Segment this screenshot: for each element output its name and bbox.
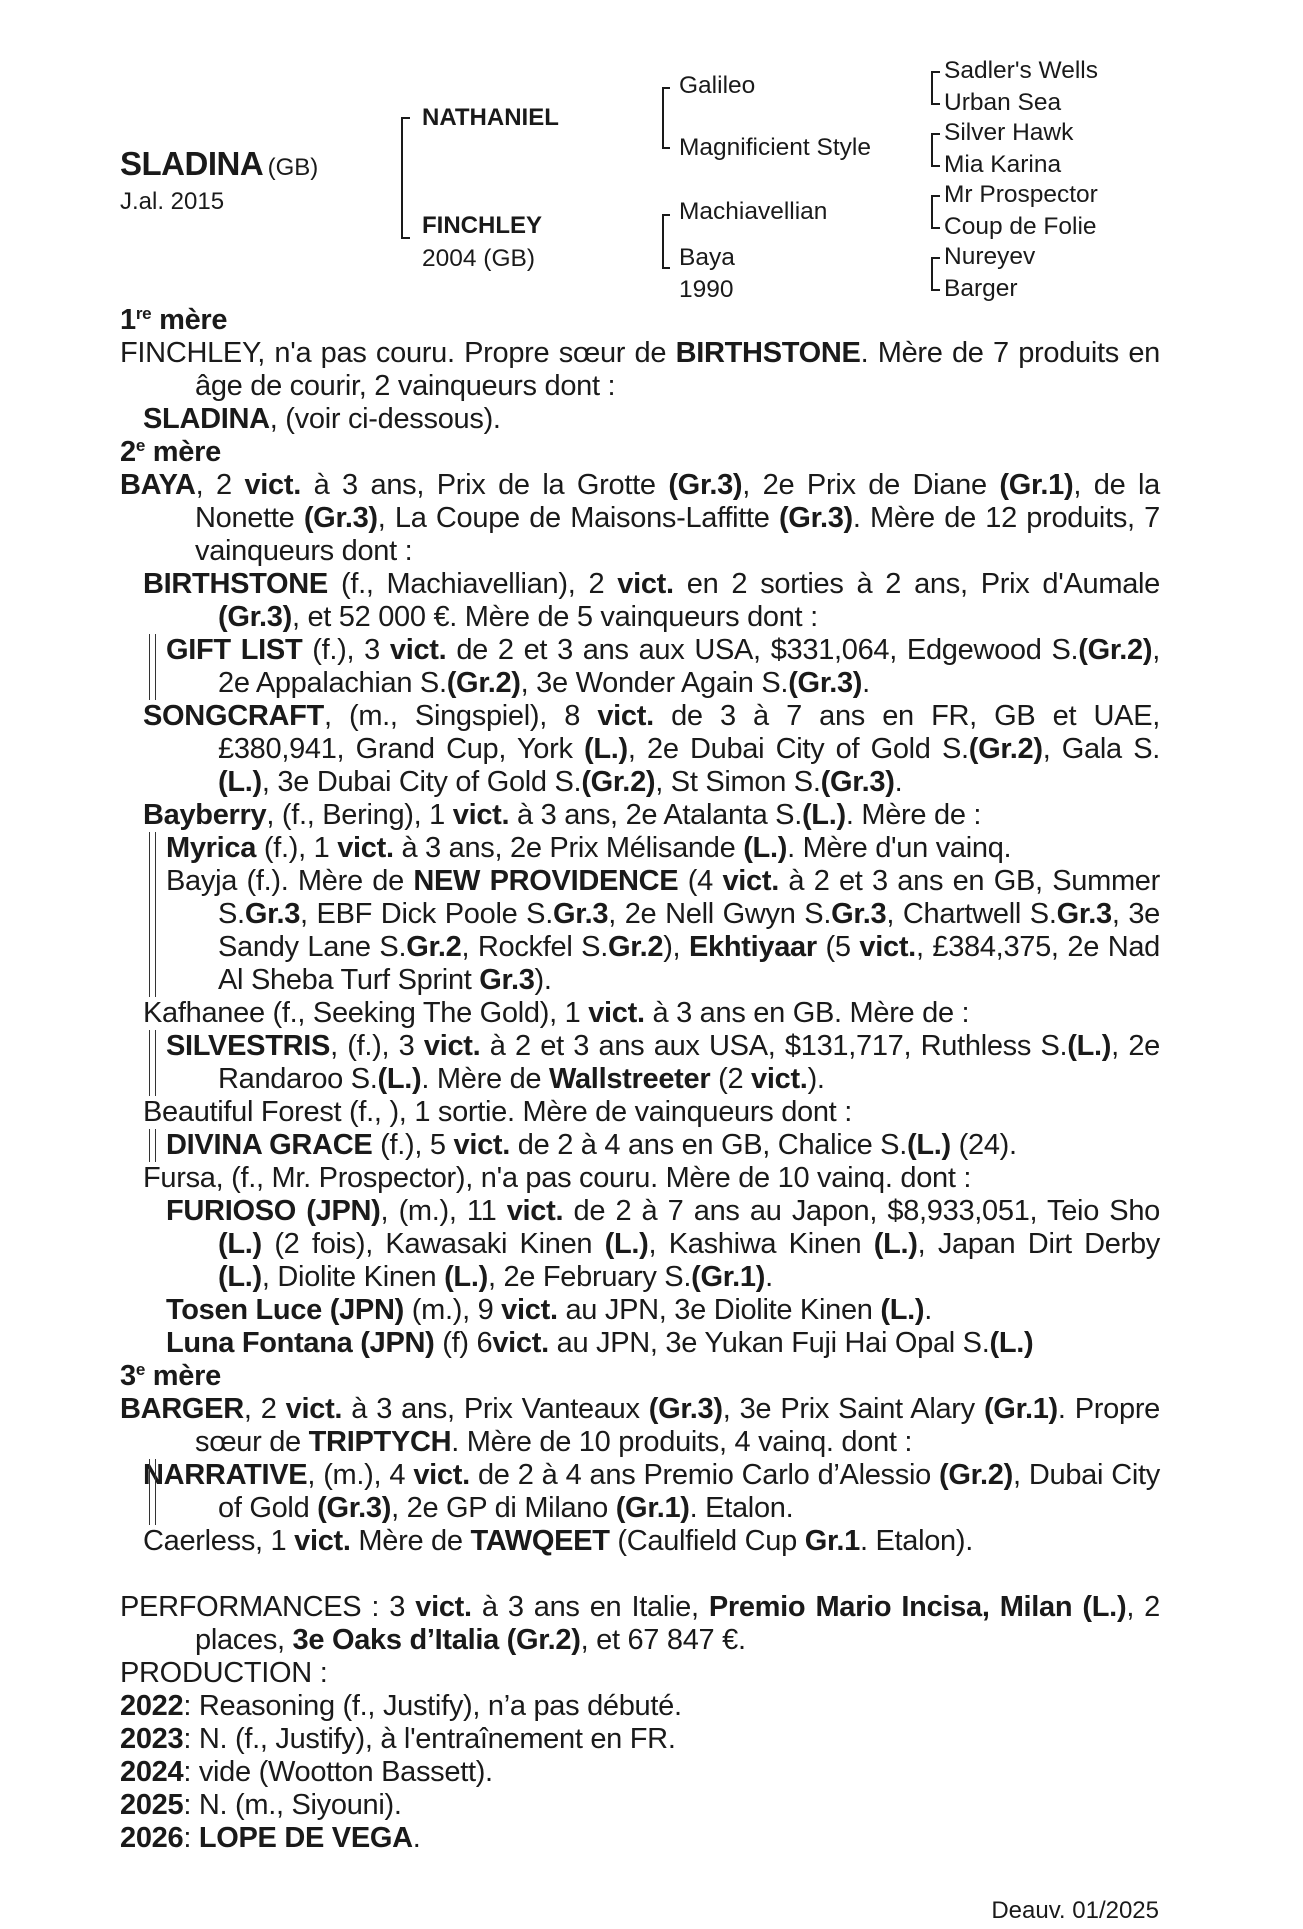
pedigree-g3-item: Nureyev xyxy=(944,243,1036,270)
pedigree-sire: NATHANIEL xyxy=(422,104,559,131)
produce-birthstone: BIRTHSTONE (f., Machiavellian), 2 vict. en 2 sorties à 2 ans, Prix d'Aumale (Gr.3), et 52 000 €. Mère de 5 vainqueurs dont : xyxy=(143,568,1161,633)
footer-sale-ref: Deauv. 01/2025 xyxy=(991,1897,1159,1924)
production-item: 2024: vide (Wootton Bassett). xyxy=(120,1756,493,1788)
section-heading-3e-mere: 3e mère xyxy=(120,1360,221,1392)
produce-beautiful-forest: Beautiful Forest (f., ), 1 sortie. Mère de vainqueurs dont : xyxy=(143,1096,852,1128)
dam-line-body xyxy=(120,304,1160,1855)
third-dam-entry-barger: BARGER, 2 vict. à 3 ans, Prix Vanteaux (Gr.3), 3e Prix Saint Alary (Gr.1). Propre sœur de TRIPTYCH. Mère de 10 produits, 4 vainq. dont : xyxy=(120,1393,1161,1458)
produce-kafhanee: Kafhanee (f., Seeking The Gold), 1 vict. à 3 ans en GB. Mère de : xyxy=(143,997,970,1029)
produce-divina-grace: DIVINA GRACE (f.), 5 vict. de 2 à 4 ans en GB, Chalice S.(L.) (24). xyxy=(166,1129,1017,1161)
second-dam-entry-baya: BAYA, 2 vict. à 3 ans, Prix de la Grotte (Gr.3), 2e Prix de Diane (Gr.1), de la Nonette (Gr.3), La Coupe de Maisons-Laffitte (Gr.3). Mère de 12 produits, 7 vainqueurs dont : xyxy=(120,469,1160,567)
produce-tosen-luce: Tosen Luce (JPN) (m.), 9 vict. au JPN, 3e Diolite Kinen (L.). xyxy=(166,1294,933,1326)
pedigree-g3-item: Silver Hawk xyxy=(944,119,1074,146)
section-heading-1re-mere: 1re mère xyxy=(120,304,228,336)
horse-birth: J.al. 2015 xyxy=(120,188,225,215)
produce-fursa: Fursa, (f., Mr. Prospector), n'a pas couru. Mère de 10 vainq. dont : xyxy=(143,1162,972,1194)
produce-silvestris: SILVESTRIS, (f.), 3 vict. à 2 et 3 ans aux USA, $131,717, Ruthless S.(L.), 2e Randaroo S.(L.). Mère de Wallstreeter (2 vict.). xyxy=(166,1030,1160,1095)
produce-bayberry: Bayberry, (f., Bering), 1 vict. à 3 ans, 2e Atalanta S.(L.). Mère de : xyxy=(143,799,982,831)
pedigree-dam-dam-year: 1990 xyxy=(679,276,734,303)
bayberry-progeny xyxy=(120,832,1160,997)
pedigree-bracket-baya xyxy=(932,258,940,290)
pedigree-bracket-dam xyxy=(663,215,670,268)
birthstone-progeny xyxy=(120,634,1160,700)
produce-songcraft: SONGCRAFT, (m., Singspiel), 8 vict. de 3 à 7 ans en FR, GB et UAE, £380,941, Grand Cup, York (L.), 2e Dubai City of Gold S.(Gr.2), Gala S.(L.), 3e Dubai City of Gold S.(Gr.2), St Simon S.(Gr.3). xyxy=(143,700,1160,798)
pedigree-g3-item: Mia Karina xyxy=(944,151,1062,178)
production-item: 2022: Reasoning (f., Justify), n’a pas débuté. xyxy=(120,1690,682,1722)
kafhanee-progeny xyxy=(120,1030,1160,1096)
produce-myrica: Myrica (f.), 1 vict. à 3 ans, 2e Prix Mélisande (L.). Mère d'un vainq. xyxy=(166,832,1012,864)
production-item: 2025: N. (m., Siyouni). xyxy=(120,1789,402,1821)
pedigree-dam-birth: 2004 (GB) xyxy=(422,245,536,272)
pedigree-g3-item: Mr Prospector xyxy=(944,181,1098,208)
section-heading-2e-mere: 2e mère xyxy=(120,436,221,468)
produce-furioso: FURIOSO (JPN), (m.), 11 vict. de 2 à 7 ans au Japon, $8,933,051, Teio Sho (L.) (2 fois), Kawasaki Kinen (L.), Kashiwa Kinen (L.), Japan Dirt Derby (L.), Diolite Kinen (L.), 2e February S.(Gr.1). xyxy=(166,1195,1161,1293)
pedigree-bracket-galileo xyxy=(932,72,940,104)
spacer xyxy=(120,1558,1160,1591)
production-title: PRODUCTION : xyxy=(120,1657,328,1689)
performances: PERFORMANCES : 3 vict. à 3 ans en Italie, Premio Mario Incisa, Milan (L.), 2 places, 3e Oaks d’Italia (Gr.2), et 67 847 €. xyxy=(120,1591,1161,1656)
pedigree-bracket-magnificient xyxy=(932,134,940,166)
pedigree-g3-item: Sadler's Wells xyxy=(944,57,1098,84)
pedigree-sire-dam: Magnificient Style xyxy=(679,134,872,161)
pedigree-dam-dam: Baya xyxy=(679,244,735,271)
horse-origin: (GB) xyxy=(267,154,319,181)
beautiful-forest-progeny xyxy=(120,1129,1160,1162)
horse-name: SLADINA xyxy=(120,145,264,182)
pedigree-g3-item: Barger xyxy=(944,275,1018,302)
pedigree-bracket-machiavellian xyxy=(932,196,940,228)
produce-narrative: NARRATIVE, (m.), 4 vict. de 2 à 4 ans Premio Carlo d’Alessio (Gr.2), Dubai City of Gold (Gr.3), 2e GP di Milano (Gr.1). Etalon. xyxy=(143,1459,1160,1524)
first-dam-entry: FINCHLEY, n'a pas couru. Propre sœur de BIRTHSTONE. Mère de 7 produits en âge de courir, 2 vainqueurs dont : xyxy=(120,337,1161,402)
produce-luna-fontana: Luna Fontana (JPN) (f) 6vict. au JPN, 3e Yukan Fuji Hai Opal S.(L.) xyxy=(166,1327,1034,1359)
pedigree-g3-item: Urban Sea xyxy=(944,89,1062,116)
pedigree-dam-sire: Machiavellian xyxy=(679,198,828,225)
produce-gift-list: GIFT LIST (f.), 3 vict. de 2 et 3 ans aux USA, $331,064, Edgewood S.(Gr.2), 2e Appalachian S.(Gr.2), 3e Wonder Again S.(Gr.3). xyxy=(166,634,1160,699)
first-dam-produce-sladina: SLADINA, (voir ci-dessous). xyxy=(143,403,501,435)
pedigree-dam: FINCHLEY xyxy=(422,212,542,239)
pedigree-bracket-sire xyxy=(663,88,670,148)
produce-bayja: Bayja (f.). Mère de NEW PROVIDENCE (4 vict. à 2 et 3 ans en GB, Summer S.Gr.3, EBF Dick Poole S.Gr.3, 2e Nell Gwyn S.Gr.3, Chartwell S.Gr.3, 3e Sandy Lane S.Gr.2, Rockfel S.Gr.2), Ekhtiyaar (5 vict., £384,375, 2e Nad Al Sheba Turf Sprint Gr.3). xyxy=(166,865,1160,996)
production-item: 2023: N. (f., Justify), à l'entraînement en FR. xyxy=(120,1723,676,1755)
production-item: 2026: LOPE DE VEGA. xyxy=(120,1822,421,1854)
pedigree-lines xyxy=(0,0,1303,320)
pedigree-bracket-1 xyxy=(402,118,410,238)
pedigree-sire-sire: Galileo xyxy=(679,72,756,99)
narrative-block xyxy=(120,1459,1160,1525)
pedigree-g3-item: Coup de Folie xyxy=(944,213,1097,240)
produce-caerless: Caerless, 1 vict. Mère de TAWQEET (Caulfield Cup Gr.1. Etalon). xyxy=(143,1525,973,1557)
